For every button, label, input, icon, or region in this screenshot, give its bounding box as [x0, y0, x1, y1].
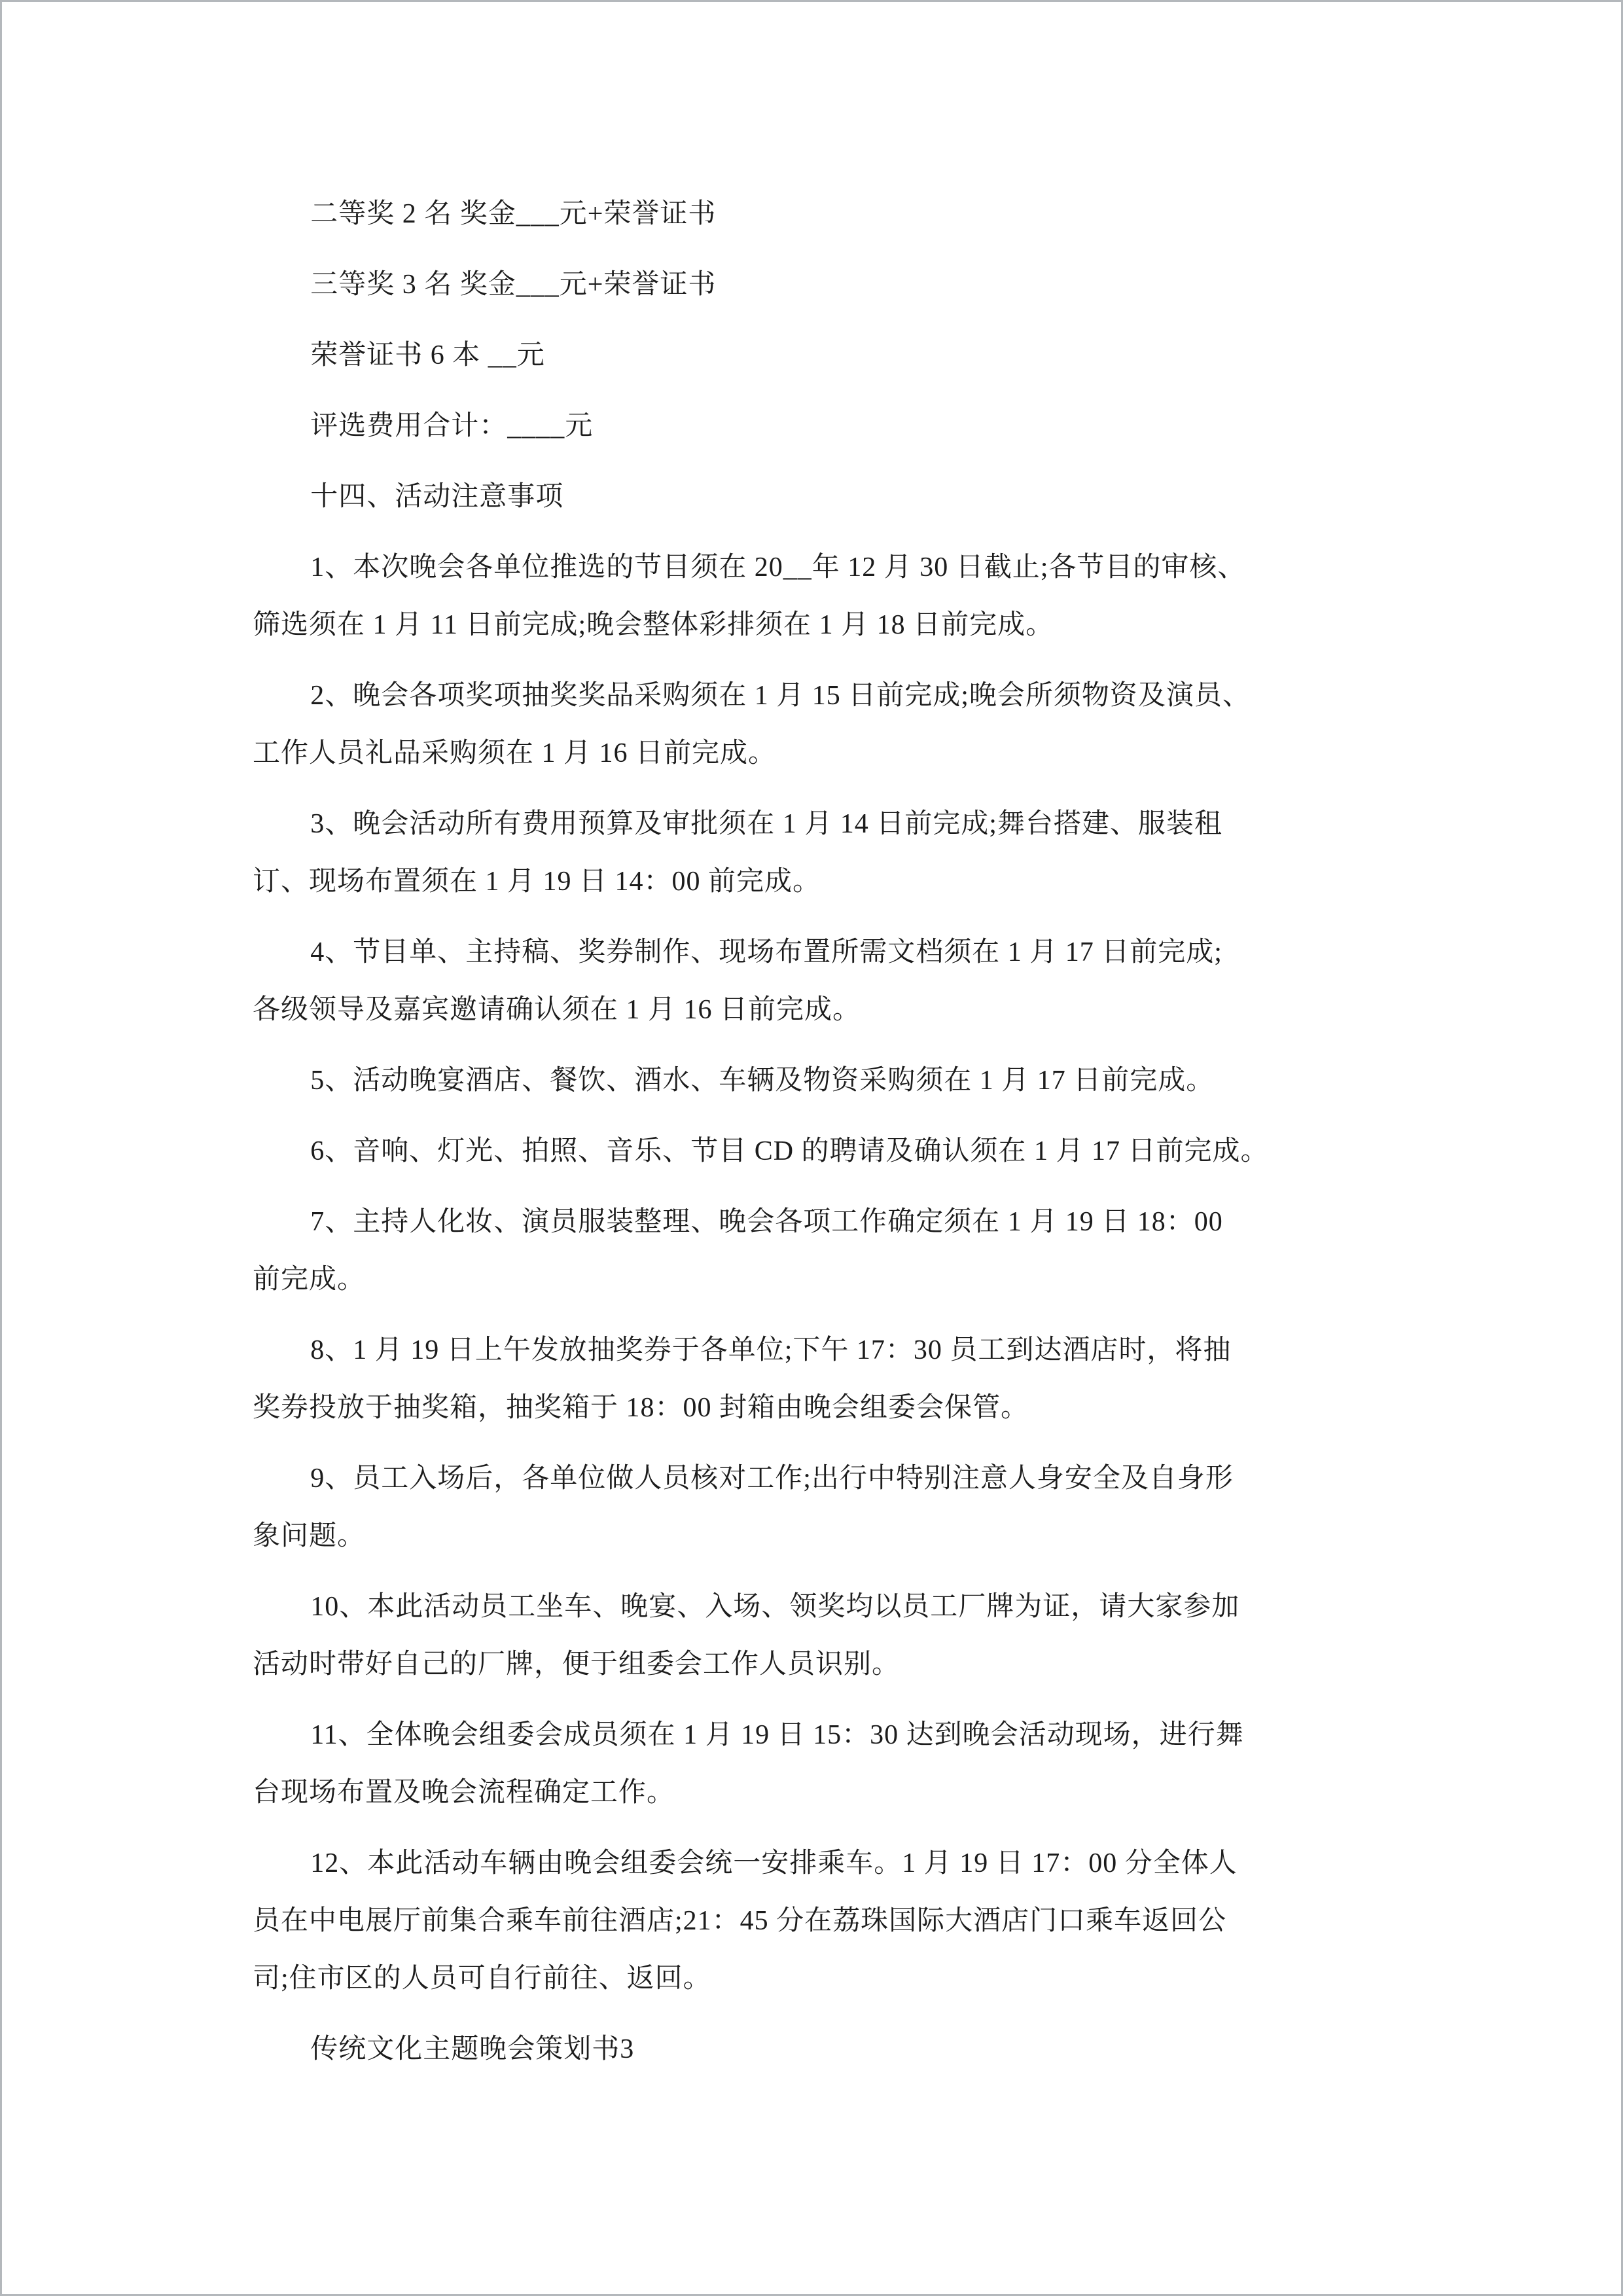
text-line: 订、现场布置须在 1 月 19 日 14：00 前完成。 [253, 867, 821, 897]
text-line: 6、音响、灯光、拍照、音乐、节目 CD 的聘请及确认须在 1 月 17 日前完成。 [310, 1136, 1269, 1166]
text-line: 活动时带好自己的厂牌，便于组委会工作人员识别。 [253, 1649, 901, 1679]
text-line: 前完成。 [253, 1265, 366, 1295]
text-line: 3、晚会活动所有费用预算及审批须在 1 月 14 日前完成;舞台搭建、服装租 [310, 809, 1222, 839]
text-line: 评选费用合计：____元 [310, 411, 594, 441]
text-line: 十四、活动注意事项 [310, 482, 564, 512]
text-line: 10、本此活动员工坐车、晚宴、入场、领奖均以员工厂牌为证，请大家参加 [310, 1592, 1240, 1622]
text-line: 荣誉证书 6 本 __元 [310, 340, 545, 370]
text-line: 7、主持人化妆、演员服装整理、晚会各项工作确定须在 1 月 19 日 18：00 [310, 1207, 1223, 1237]
document-content [253, 185, 1425, 2078]
text-line: 员在中电展厅前集合乘车前往酒店;21：45 分在荔珠国际大酒店门口乘车返回公 [253, 1906, 1227, 1936]
text-line: 象问题。 [253, 1521, 366, 1551]
text-line: 二等奖 2 名 奖金___元+荣誉证书 [310, 199, 717, 229]
text-line: 12、本此活动车辆由晚会组委会统一安排乘车。1 月 19 日 17：00 分全体人 [310, 1848, 1238, 1878]
text-line: 9、员工入场后，各单位做人员核对工作;出行中特别注意人身安全及自身形 [310, 1463, 1234, 1494]
text-line: 5、活动晚宴酒店、餐饮、酒水、车辆及物资采购须在 1 月 17 日前完成。 [310, 1066, 1215, 1096]
text-line: 2、晚会各项奖项抽奖奖品采购须在 1 月 15 日前完成;晚会所须物资及演员、 [310, 681, 1251, 711]
text-line: 传统文化主题晚会策划书3 [310, 2034, 635, 2064]
text-line: 筛选须在 1 月 11 日前完成;晚会整体彩排须在 1 月 18 日前完成。 [253, 610, 1054, 640]
text-line: 1、本次晚会各单位推选的节目须在 20__年 12 月 30 日截止;各节目的审核、 [310, 552, 1246, 583]
text-line: 台现场布置及晚会流程确定工作。 [253, 1778, 675, 1808]
text-line: 司;住市区的人员可自行前往、返回。 [253, 1964, 711, 1994]
text-line: 4、节目单、主持稿、奖券制作、现场布置所需文档须在 1 月 17 日前完成; [310, 937, 1222, 967]
text-line: 各级领导及嘉宾邀请确认须在 1 月 16 日前完成。 [253, 995, 861, 1025]
text-line: 11、全体晚会组委会成员须在 1 月 19 日 15：30 达到晚会活动现场，进行舞 [310, 1720, 1244, 1750]
text-line: 工作人员礼品采购须在 1 月 16 日前完成。 [253, 738, 777, 768]
text-line: 奖券投放于抽奖箱，抽奖箱于 18：00 封箱由晚会组委会保管。 [253, 1393, 1029, 1423]
text-line: 三等奖 3 名 奖金___元+荣誉证书 [310, 270, 717, 300]
text-line: 8、1 月 19 日上午发放抽奖券于各单位;下午 17：30 员工到达酒店时，将抽 [310, 1335, 1232, 1365]
